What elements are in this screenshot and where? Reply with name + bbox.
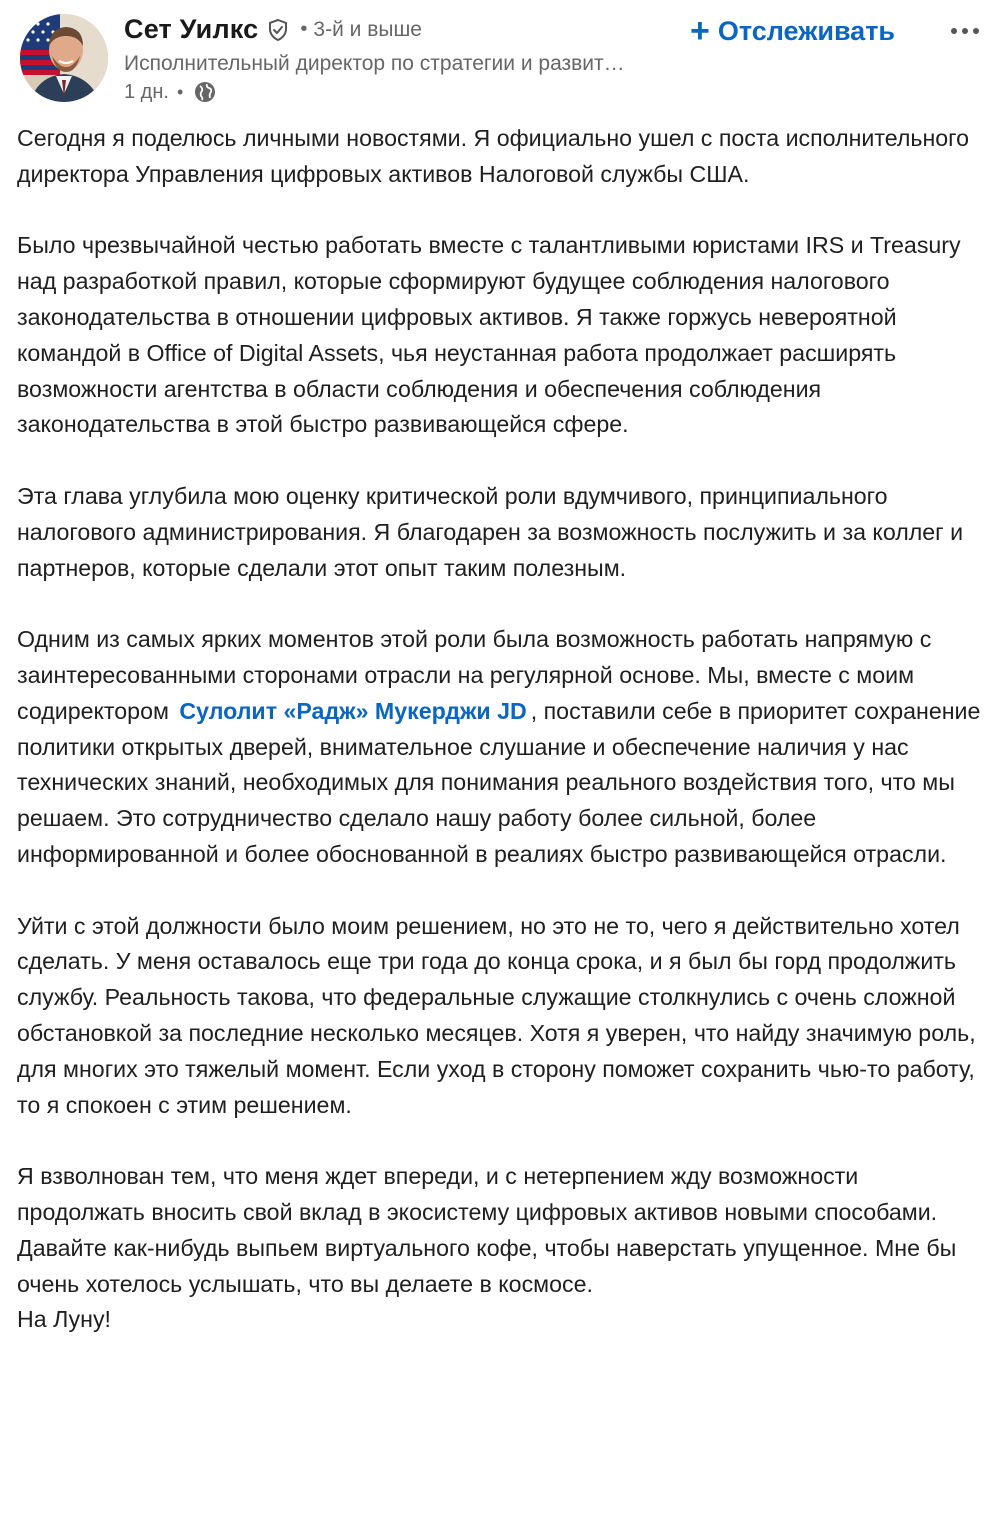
globe-icon (193, 80, 217, 104)
post-time[interactable]: 1 дн. (124, 80, 169, 103)
post-header (0, 0, 1000, 120)
post-paragraph-5: Уйти с этой должности было моим решением, но это не то, чего я действительно хотел сделать. У меня оставалось еще три года до конца срока, и я был бы горд продолжить службу. Реальность такова, что федеральные служащие столкнулись с очень сложной обстановкой за последние несколько месяцев. Хотя я уверен, что найду значимую роль, для многих это тяжелый момент. Если уход в сторону поможет сохранить чью-то работу, то я спокоен с этим решением. (17, 912, 976, 1118)
avatar-photo (20, 14, 108, 102)
avatar[interactable] (20, 14, 108, 102)
post-closing-line: На Луну! (17, 1306, 111, 1333)
more-horizontal-icon (950, 27, 980, 35)
mention-link[interactable]: Сулолит «Радж» Мукерджи JD (179, 697, 527, 724)
post-paragraph-1: Сегодня я поделюсь личными новостями. Я официально ушел с поста исполнительного директора Управления цифровых активов Налоговой службы США. (17, 125, 969, 187)
connection-degree: 3-й и выше (313, 17, 422, 41)
post-paragraph-2: Было чрезвычайной честью работать вместе с талантливыми юристами IRS и Treasury над разработкой правил, которые сформируют будущее соблюдения налогового законодательства в отношении цифровых активов. Я также горжусь невероятной командой в Office of Digital Assets, чья неустанная работа продолжает расширять возможности агентства в области соблюдения и обеспечения соблюдения законодательства в этой быстро развивающейся сфере. (17, 232, 961, 438)
post-meta (124, 80, 217, 104)
post-paragraph-6 (17, 1159, 992, 1338)
post-paragraph-4 (17, 622, 992, 873)
author-name[interactable]: Сет Уилкс (124, 14, 259, 44)
post-paragraph-4-end: , поставили себе в приоритет сохранение политики открытых дверей, внимательное слушание и обеспечение наличия у нас технических знаний, необходимых для понимания реального воздействия того, что мы решаем. Это сотрудничество сделало нашу работу более сильной, более информированной и более обоснованной в реалиях быстро развивающейся отрасли. (17, 697, 981, 867)
post-paragraph-4-start: Одним из самых ярких моментов этой роли была возможность работать напрямую с заинтересованными сторонами отрасли на регулярной основе. Мы, вместе с моим содиректором (17, 626, 932, 724)
post-paragraph-6-text: Я взволнован тем, что меня ждет впереди, и с нетерпением жду возможности продолжать вносить свой вклад в экосистему цифровых активов новыми способами. Давайте как-нибудь выпьем виртуального кофе, чтобы наверстать упущенное. Мне бы очень хотелось услышать, что вы делаете в космосе. (17, 1163, 957, 1297)
follow-label: Отслеживать (717, 15, 896, 46)
follow-button[interactable] (690, 12, 895, 50)
separator-dot: • (300, 18, 308, 40)
plus-icon: + (690, 12, 710, 50)
separator-dot: • (176, 81, 184, 102)
post-text (17, 121, 992, 1338)
more-options-button[interactable] (944, 12, 986, 50)
verified-shield-icon (266, 18, 290, 42)
post-paragraph-3: Эта глава углубила мою оценку критической роли вдумчивого, принципиального налогового администрирования. Я благодарен за возможность послужить и за коллег и партнеров, которые сделали этот опыт таким полезным. (17, 482, 964, 581)
author-headline: Исполнительный директор по стратегии и развит… (124, 52, 625, 75)
author-line (124, 14, 422, 45)
